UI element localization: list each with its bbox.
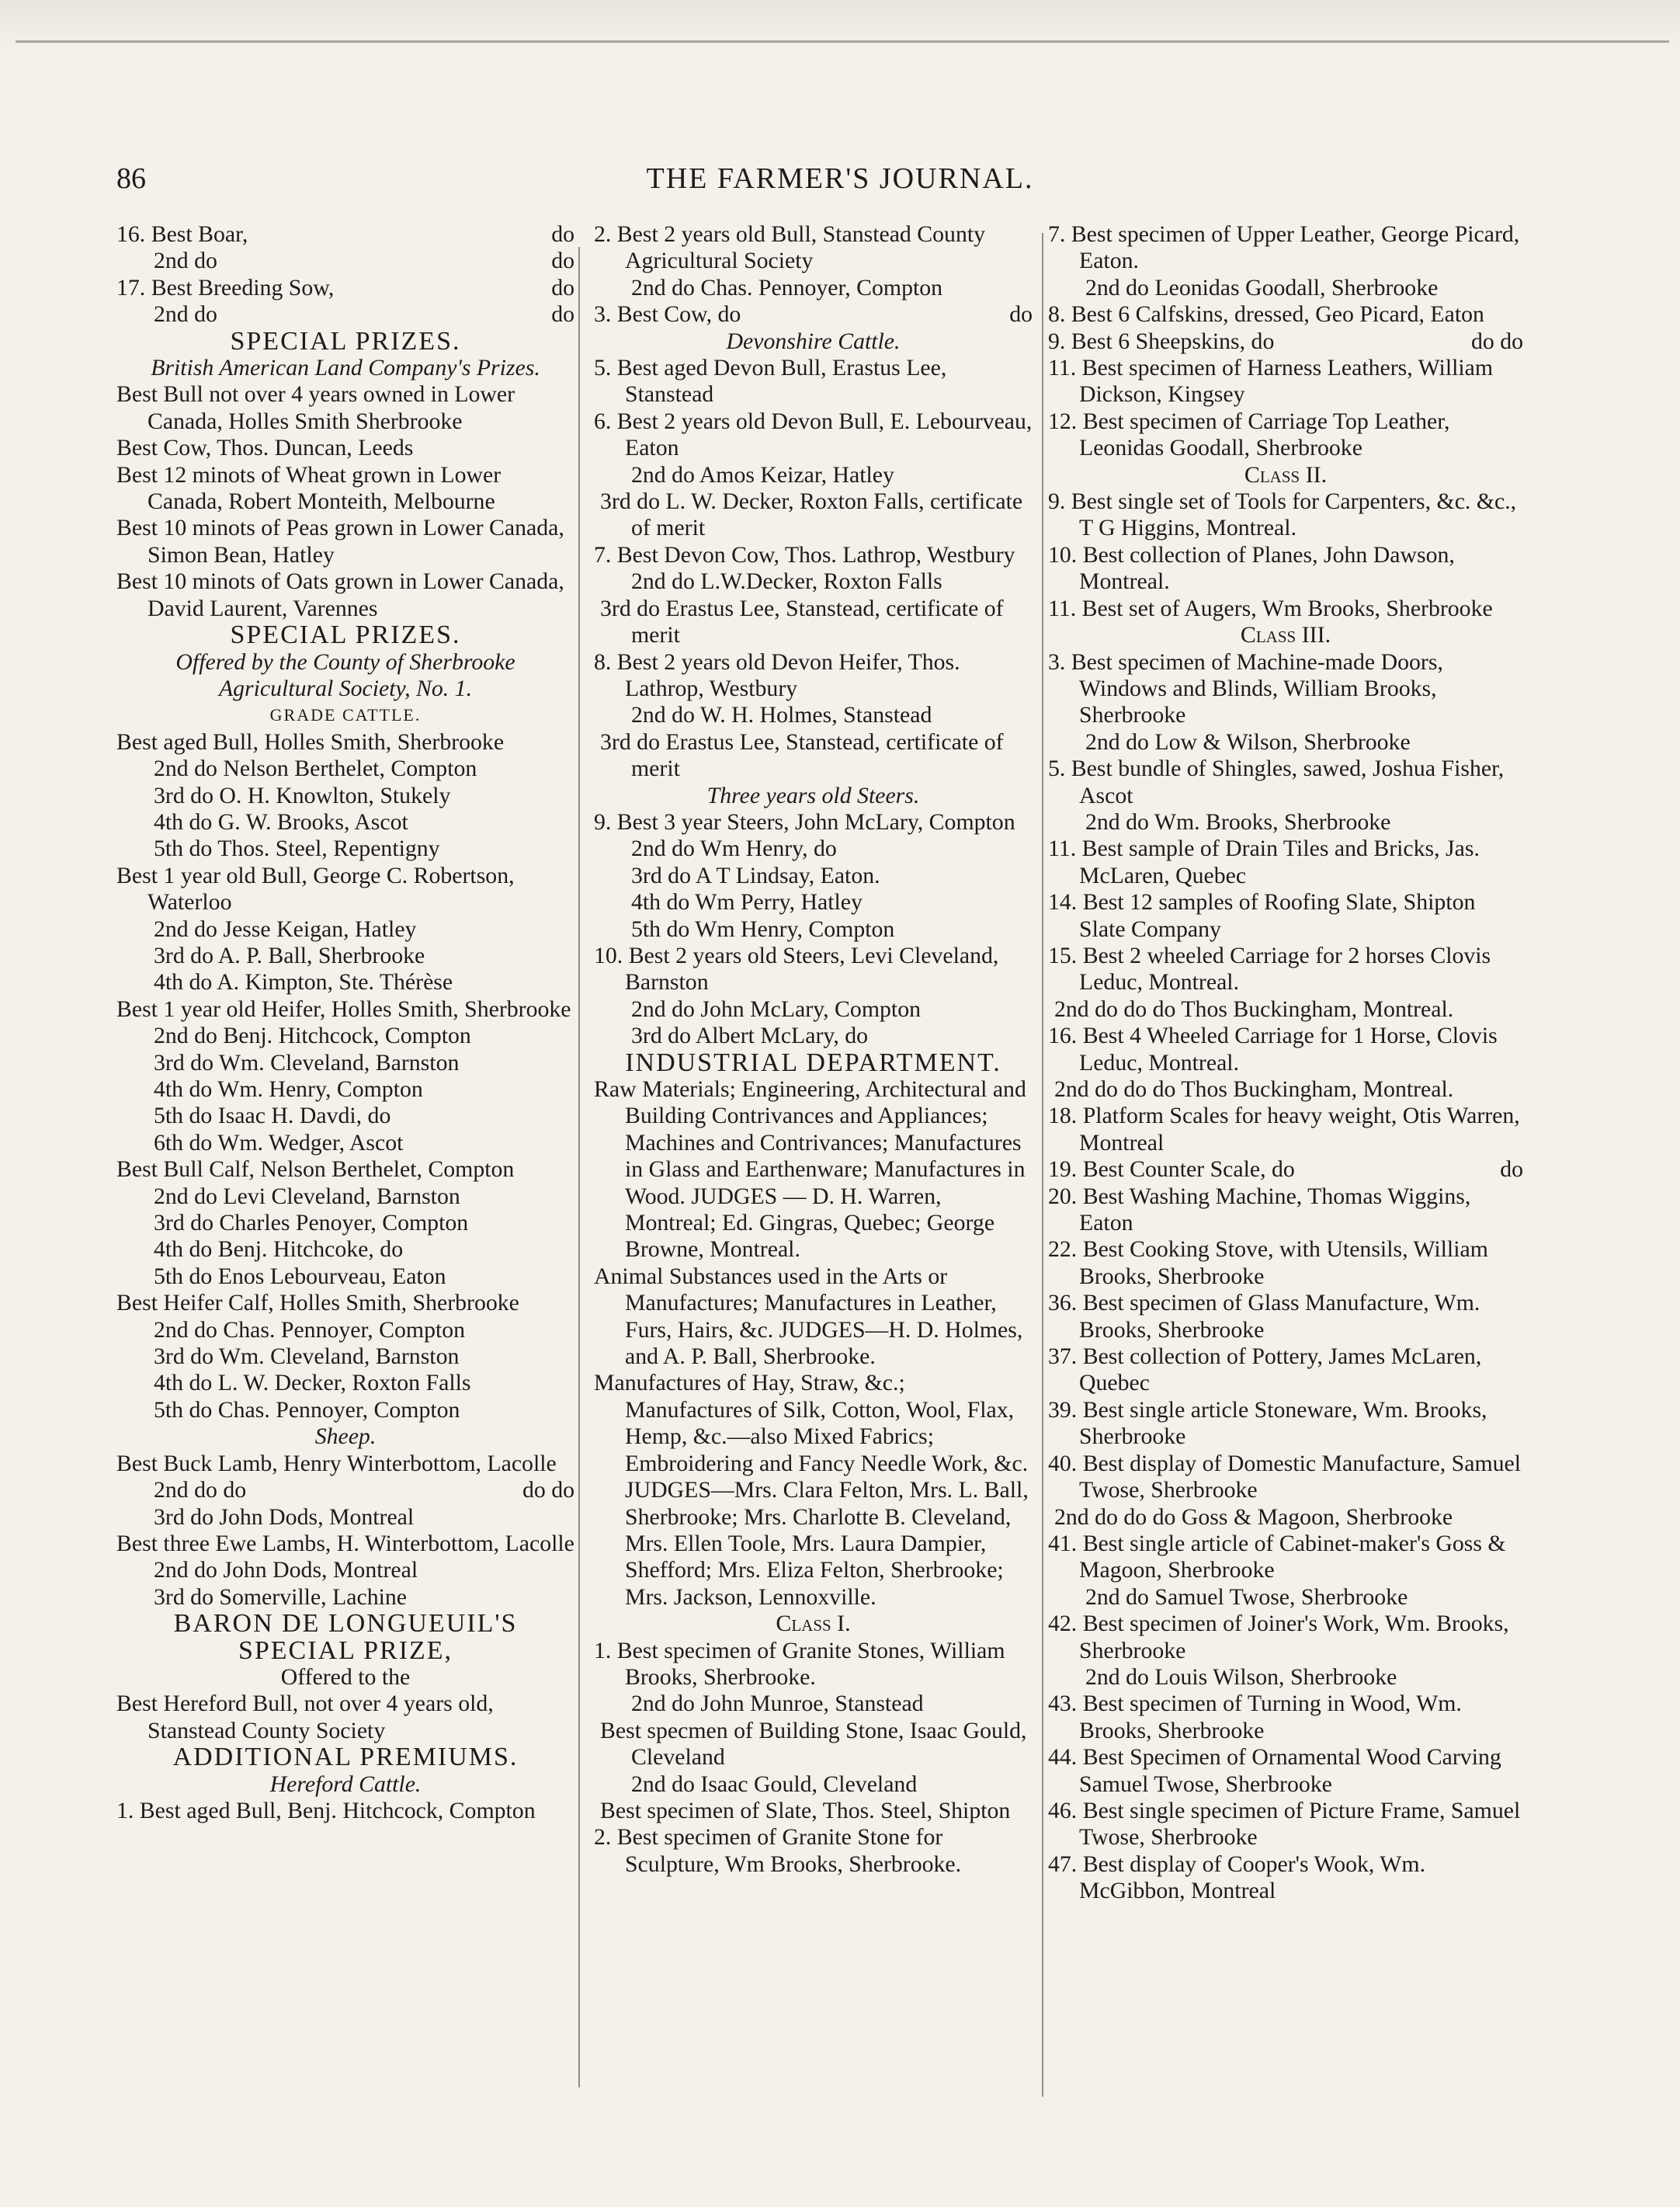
- prize-entry: 3rd do L. W. Decker, Roxton Falls, certificate of merit: [600, 488, 1023, 541]
- placing-line: 3rd do Albert McLary, do: [631, 1023, 869, 1049]
- class-heading: Class I.: [776, 1611, 851, 1637]
- ditto-mark: do: [551, 221, 574, 247]
- prize-entry: Animal Substances used in the Arts or Manufactures; Manufactures in Leather, Furs, Hairs, &c. JUDGES—H. D. Holmes, and A. P. Ball, Sherbrooke.: [594, 1263, 1023, 1370]
- prize-entry: 3rd do Erastus Lee, Stanstead, certificate of merit: [600, 595, 1004, 648]
- page-header: [0, 154, 1680, 200]
- prize-entry: 20. Best Washing Machine, Thomas Wiggins, Eaton: [1048, 1183, 1471, 1236]
- subsection-heading: Hereford Cattle.: [269, 1771, 422, 1797]
- entry-label: 2nd do: [154, 248, 217, 274]
- prize-entry: 3. Best specimen of Machine-made Doors, Windows and Blinds, William Brooks, Sherbrooke: [1048, 648, 1443, 728]
- subsection-heading: Sheep.: [314, 1423, 377, 1450]
- prize-entry: 47. Best display of Cooper's Wook, Wm. McGibbon, Montreal: [1048, 1851, 1426, 1904]
- prize-entry: 8. Best 6 Calfskins, dressed, Geo Picard, Eaton: [1048, 301, 1484, 328]
- placing-line: 2nd do Amos Keizar, Hatley: [631, 461, 894, 488]
- prize-entry: Best Heifer Calf, Holles Smith, Sherbrooke: [116, 1290, 519, 1316]
- placing-line: 6th do Wm. Wedger, Ascot: [154, 1129, 404, 1156]
- prize-entry: 2nd do do do Thos Buckingham, Montreal.: [1054, 1076, 1454, 1102]
- placing-line: 2nd do John Munroe, Stanstead: [631, 1691, 924, 1717]
- prize-entry: Best three Ewe Lambs, H. Winterbottom, Lacolle: [116, 1530, 574, 1556]
- placing-line: 3rd do O. H. Knowlton, Stukely: [154, 782, 451, 808]
- placing-line: 5th do Wm Henry, Compton: [631, 916, 895, 942]
- prize-entry: 2. Best specimen of Granite Stone for Sculpture, Wm Brooks, Sherbrooke.: [594, 1824, 962, 1877]
- placing-line: 2nd do Wm Henry, do: [631, 836, 837, 862]
- placing-line: 4th do Benj. Hitchcoke, do: [154, 1236, 404, 1263]
- prize-entry: Manufactures of Hay, Straw, &c.; Manufactures of Silk, Cotton, Wool, Flax, Hemp, &c.—also Mixed Fabrics; Embroidering and Fancy Needle Work, &c. JUDGES—Mrs. Clara Felton, Mrs. L. Ball, Sherbrooke; Mrs. Charlotte B. Cleveland, Mrs. Ellen Toole, Mrs. Laura Dampier, Shefford; Mrs. Eliza Felton, Sherbrooke; Mrs. Jackson, Lennoxville.: [594, 1370, 1029, 1610]
- prize-entry: 10. Best collection of Planes, John Dawson, Montreal.: [1048, 541, 1455, 595]
- placing-line: 4th do Wm Perry, Hatley: [631, 889, 863, 916]
- placing-line: 5th do Chas. Pennoyer, Compton: [154, 1396, 460, 1423]
- prize-entry-row: [116, 1477, 574, 1503]
- prize-entry: 6. Best 2 years old Devon Bull, E. Lebourveau, Eaton: [594, 408, 1033, 461]
- ditto-mark: do: [1500, 1156, 1523, 1183]
- placing-line: 5th do Isaac H. Davdi, do: [154, 1103, 391, 1129]
- placing-line: 2nd do L.W.Decker, Roxton Falls: [631, 568, 942, 595]
- prize-entry: 42. Best specimen of Joiner's Work, Wm. Brooks, Sherbrooke: [1048, 1611, 1509, 1663]
- section-heading: SPECIAL PRIZES.: [230, 326, 461, 356]
- prize-entry: 2. Best 2 years old Bull, Stanstead County Agricultural Society: [594, 221, 986, 274]
- prize-entry: 36. Best specimen of Glass Manufacture, Wm. Brooks, Sherbrooke: [1048, 1290, 1480, 1343]
- placing-line: 4th do A. Kimpton, Ste. Thérèse: [154, 969, 453, 996]
- prize-entry: Best 10 minots of Peas grown in Lower Canada, Simon Bean, Hatley: [116, 515, 564, 568]
- prize-entry: 5. Best bundle of Shingles, sawed, Joshua Fisher, Ascot: [1048, 756, 1505, 808]
- prize-entry: Best 1 year old Bull, George C. Robertson, Waterloo: [116, 862, 515, 916]
- placing-line: 3rd do Wm. Cleveland, Barnston: [154, 1343, 460, 1370]
- entry-label: 2nd do: [154, 301, 217, 328]
- prize-entry-row: [116, 221, 574, 248]
- prize-entry: Best Bull Calf, Nelson Berthelet, Compton: [116, 1156, 515, 1183]
- prize-entry: Best Buck Lamb, Henry Winterbottom, Lacolle: [116, 1450, 557, 1476]
- placing-line: 2nd do Low & Wilson, Sherbrooke: [1085, 728, 1411, 755]
- placing-line: 3rd do Somerville, Lachine: [154, 1583, 408, 1610]
- placing-line: 3rd do A T Lindsay, Eaton.: [631, 862, 880, 888]
- placing-line: 2nd do Chas. Pennoyer, Compton: [631, 274, 943, 301]
- ditto-mark: do: [551, 248, 574, 274]
- ditto-mark: do do: [1470, 328, 1523, 354]
- prize-entry: 5. Best aged Devon Bull, Erastus Lee, Stanstead: [594, 355, 947, 408]
- placing-line: 2nd do W. H. Holmes, Stanstead: [631, 702, 932, 728]
- placing-line: 2nd do Jesse Keigan, Hatley: [154, 916, 417, 942]
- prize-entry: 1. Best specimen of Granite Stones, William Brooks, Sherbrooke.: [594, 1637, 1005, 1690]
- ditto-mark: do: [551, 274, 574, 301]
- placing-line: 2nd do John McLary, Compton: [631, 996, 921, 1022]
- entry-label: 17. Best Breeding Sow,: [116, 274, 335, 301]
- prize-entry: 16. Best 4 Wheeled Carriage for 1 Horse, Clovis Leduc, Montreal.: [1048, 1023, 1498, 1076]
- placing-line: 3rd do A. P. Ball, Sherbrooke: [154, 942, 425, 968]
- prize-entry: Best specmen of Building Stone, Isaac Gould, Cleveland: [600, 1717, 1027, 1771]
- column-2: [594, 221, 1033, 1878]
- column-divider-2: [1042, 233, 1043, 2097]
- subsection-heading: Devonshire Cattle.: [726, 328, 901, 354]
- prize-entry: 18. Platform Scales for heavy weight, Otis Warren, Montreal: [1048, 1103, 1520, 1156]
- prize-entry: 37. Best collection of Pottery, James McLaren, Quebec: [1048, 1343, 1482, 1396]
- prize-entry: 14. Best 12 samples of Roofing Slate, Shipton Slate Company: [1048, 889, 1476, 942]
- prize-entry: Best 10 minots of Oats grown in Lower Canada, David Laurent, Varennes: [116, 568, 564, 621]
- prize-entry: 39. Best single article Stoneware, Wm. Brooks, Sherbrooke: [1048, 1396, 1487, 1450]
- section-heading: INDUSTRIAL DEPARTMENT.: [625, 1048, 1001, 1077]
- prize-entry: 9. Best single set of Tools for Carpenters, &c. &c., T G Higgins, Montreal.: [1048, 488, 1517, 541]
- class-heading: Class III.: [1240, 622, 1331, 648]
- centered-text: Offered to the: [280, 1663, 411, 1690]
- prize-entry: 3rd do Erastus Lee, Stanstead, certificate of merit: [600, 728, 1004, 782]
- ditto-mark: do: [1009, 301, 1033, 328]
- placing-line: 2nd do Louis Wilson, Sherbrooke: [1085, 1663, 1397, 1690]
- top-rule: [16, 40, 1669, 43]
- prize-entry: 11. Best specimen of Harness Leathers, William Dickson, Kingsey: [1048, 355, 1494, 408]
- prize-entry: 12. Best specimen of Carriage Top Leather, Leonidas Goodall, Sherbrooke: [1048, 408, 1450, 461]
- entry-label: 9. Best 6 Sheepskins, do: [1048, 328, 1275, 354]
- section-heading: SPECIAL PRIZES.: [230, 620, 461, 650]
- category-heading: GRADE CATTLE.: [269, 705, 422, 725]
- prize-entry: 7. Best specimen of Upper Leather, George Picard, Eaton.: [1048, 221, 1520, 274]
- prize-entry: 11. Best set of Augers, Wm Brooks, Sherbrooke: [1048, 595, 1493, 621]
- placing-line: 4th do Wm. Henry, Compton: [154, 1076, 423, 1102]
- prize-entry: Best Bull not over 4 years owned in Lower Canada, Holles Smith Sherbrooke: [116, 381, 515, 434]
- journal-title: THE FARMER'S JOURNAL.: [646, 162, 1034, 195]
- prize-entry: 8. Best 2 years old Devon Heifer, Thos. Lathrop, Westbury: [594, 648, 960, 701]
- placing-line: 2nd do Chas. Pennoyer, Compton: [154, 1316, 466, 1343]
- entry-label: 16. Best Boar,: [116, 221, 248, 247]
- prize-entry: Best Cow, Thos. Duncan, Leeds: [116, 435, 414, 461]
- ditto-mark: do: [551, 301, 574, 328]
- prize-entry-row: [1048, 1156, 1523, 1183]
- prize-entry: 44. Best Specimen of Ornamental Wood Carving Samuel Twose, Sherbrooke: [1048, 1744, 1501, 1797]
- prize-entry: 43. Best specimen of Turning in Wood, Wm. Brooks, Sherbrooke: [1048, 1691, 1462, 1743]
- placing-line: 4th do L. W. Decker, Roxton Falls: [154, 1370, 471, 1396]
- prize-entry: 41. Best single article of Cabinet-maker's Goss & Magoon, Sherbrooke: [1048, 1530, 1506, 1583]
- prize-entry: 1. Best aged Bull, Benj. Hitchcock, Compton: [116, 1797, 536, 1823]
- ditto-mark: do do: [522, 1477, 574, 1503]
- subsection-heading: Three years old Steers.: [706, 782, 920, 808]
- column-divider-1: [578, 247, 580, 2087]
- placing-line: 3rd do Charles Penoyer, Compton: [154, 1210, 469, 1236]
- prize-entry: 2nd do do do Goss & Magoon, Sherbrooke: [1054, 1503, 1453, 1530]
- page-number: 86: [116, 162, 146, 195]
- prize-entry: 7. Best Devon Cow, Thos. Lathrop, Westbury: [594, 541, 1015, 568]
- prize-entry: Best 12 minots of Wheat grown in Lower Canada, Robert Monteith, Melbourne: [116, 461, 502, 515]
- column-3: [1048, 221, 1523, 1905]
- placing-line: 5th do Enos Lebourveau, Eaton: [154, 1263, 446, 1289]
- prize-entry-row: [594, 301, 1033, 328]
- placing-line: 2nd do Nelson Berthelet, Compton: [154, 756, 477, 782]
- placing-line: 2nd do Leonidas Goodall, Sherbrooke: [1085, 274, 1439, 301]
- prize-entry: 9. Best 3 year Steers, John McLary, Compton: [594, 808, 1015, 835]
- placing-line: 2nd do Wm. Brooks, Sherbrooke: [1085, 808, 1391, 835]
- placing-line: 2nd do Levi Cleveland, Barnston: [154, 1183, 460, 1209]
- prize-entry: Best specimen of Slate, Thos. Steel, Shipton: [600, 1797, 1011, 1823]
- prize-entry-row: [1048, 328, 1523, 355]
- entry-label: 19. Best Counter Scale, do: [1048, 1156, 1295, 1183]
- subsection-heading: Offered by the County of Sherbrooke Agricultural Society, No. 1.: [175, 648, 515, 701]
- placing-line: 2nd do Isaac Gould, Cleveland: [631, 1771, 918, 1797]
- prize-entry: 40. Best display of Domestic Manufacture, Samuel Twose, Sherbrooke: [1048, 1450, 1522, 1503]
- placing-line: 2nd do Samuel Twose, Sherbrooke: [1085, 1583, 1408, 1610]
- prize-entry-row: [116, 248, 574, 274]
- section-heading: ADDITIONAL PREMIUMS.: [172, 1743, 519, 1772]
- prize-entry: 15. Best 2 wheeled Carriage for 2 horses Clovis Leduc, Montreal.: [1048, 942, 1491, 996]
- placing-line: 5th do Thos. Steel, Repentigny: [154, 836, 440, 862]
- prize-entry-row: [116, 275, 574, 301]
- prize-entry: 22. Best Cooking Stove, with Utensils, William Brooks, Sherbrooke: [1048, 1236, 1488, 1289]
- column-1: [116, 221, 574, 1824]
- entry-label: 3. Best Cow, do: [594, 301, 741, 328]
- prize-entry: 11. Best sample of Drain Tiles and Bricks, Jas. McLaren, Quebec: [1048, 836, 1480, 888]
- prize-entry: 10. Best 2 years old Steers, Levi Cleveland, Barnston: [594, 942, 999, 996]
- placing-line: 2nd do Benj. Hitchcock, Compton: [154, 1023, 471, 1049]
- prize-entry: Best 1 year old Heifer, Holles Smith, Sherbrooke: [116, 996, 571, 1022]
- section-heading: BARON DE LONGUEUIL'S SPECIAL PRIZE,: [173, 1609, 518, 1665]
- prize-entry: Best Hereford Bull, not over 4 years old, Stanstead County Society: [116, 1691, 494, 1743]
- entry-label: 2nd do do: [154, 1477, 247, 1503]
- placing-line: 2nd do John Dods, Montreal: [154, 1557, 418, 1583]
- placing-line: 3rd do Wm. Cleveland, Barnston: [154, 1049, 460, 1076]
- placing-line: 4th do G. W. Brooks, Ascot: [154, 808, 408, 835]
- placing-line: 3rd do John Dods, Montreal: [154, 1503, 415, 1530]
- prize-entry: 2nd do do do Thos Buckingham, Montreal.: [1054, 996, 1454, 1022]
- prize-entry: 46. Best single specimen of Picture Frame, Samuel Twose, Sherbrooke: [1048, 1797, 1521, 1851]
- prize-entry: Best aged Bull, Holles Smith, Sherbrooke: [116, 728, 505, 755]
- class-heading: Class II.: [1244, 461, 1328, 488]
- prize-entry: Raw Materials; Engineering, Architectural and Building Contrivances and Appliances; Machines and Contrivances; Manufactures in Glass and Earthenware; Manufactures in Wood. JUDGES — D. H. Warren, Montreal; Ed. Gingras, Quebec; George Browne, Montreal.: [594, 1076, 1026, 1263]
- top-margin: [0, 0, 1680, 54]
- prize-entry-row: [116, 301, 574, 328]
- subsection-heading: British American Land Company's Prizes.: [151, 355, 540, 381]
